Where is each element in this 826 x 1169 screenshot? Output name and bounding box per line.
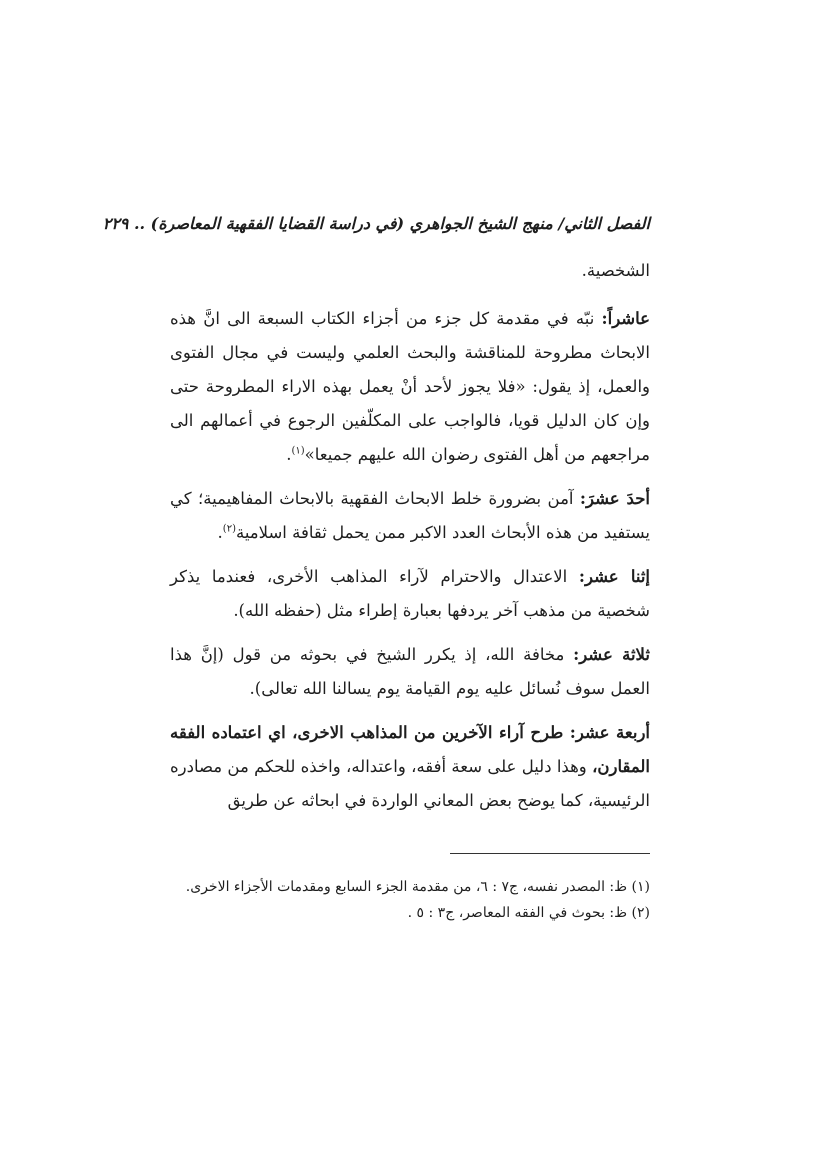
paragraph-lead: ثلاثة عشر: bbox=[573, 645, 650, 664]
footnote-marker[interactable]: (٢) bbox=[222, 523, 236, 535]
paragraph-eleventh bbox=[170, 482, 650, 550]
footnote-2: (٢) ظ: بحوث في الفقه المعاصر، ج٣ : ٥ . bbox=[407, 905, 650, 921]
footnote-1: (١) ظ: المصدر نفسه، ج٧ : ٦، من مقدمة الجزء السابع ومقدمات الأجزاء الاخرى. bbox=[185, 879, 650, 895]
paragraph-lead: أحدَ عشرَ: bbox=[579, 489, 650, 508]
paragraph-text: مخافة الله، إذ يكرر الشيخ في بحوثه من قول (إنَّ هذا العمل سوف نُسائل عليه يوم القيامة يوم يسالنا الله تعالى). bbox=[170, 645, 650, 698]
paragraph-lead: أربعة عشر: طرح آراء الآخرين من المذاهب الاخرى، اي اعتماده الفقه المقارن، bbox=[170, 723, 650, 776]
paragraph-fourteenth bbox=[170, 716, 650, 818]
footnotes bbox=[170, 874, 650, 926]
footnote-divider bbox=[450, 853, 650, 854]
paragraph-lead: إثنا عشر: bbox=[578, 567, 650, 586]
paragraph-continuation bbox=[170, 254, 650, 288]
main-text bbox=[170, 254, 650, 828]
paragraph-tail: . bbox=[286, 445, 292, 464]
paragraph-text: الاعتدال والاحترام لآراء المذاهب الأخرى، فعندما يذكر شخصية من مذهب آخر يردفها بعبارة إطراء مثل (حفظه الله). bbox=[170, 567, 650, 620]
paragraph-text: آمن بضرورة خلط الابحاث الفقهية بالابحاث المفاهيمية؛ كي يستفيد من هذه الأبحاث العدد الاكبر ممن يحمل ثقافة اسلامية bbox=[170, 489, 650, 542]
paragraph-tail: . bbox=[217, 523, 223, 542]
paragraph-text: نبّه في مقدمة كل جزء من أجزاء الكتاب السبعة الى انَّ هذه الابحاث مطروحة للمناقشة والبحث العلمي وليست في مجال الفتوى والعمل، إذ يقول: «فلا يجوز لأحد أنْ يعمل بهذه الاراء المطروحة حتى وإن كان الدليل قويا، فالواجب على المكلّفين الرجوع في أعمالهم الى مراجعهم من أهل الفتوى رضوان الله عليهم جميعا» bbox=[170, 309, 650, 464]
paragraph-lead: عاشراً: bbox=[601, 309, 650, 328]
paragraph-text: وهذا دليل على سعة أفقه، واعتداله، واخذه للحكم من مصادره الرئيسية، كما يوضح بعض المعاني الواردة في ابحاثه عن طريق bbox=[170, 757, 650, 810]
paragraph-thirteenth bbox=[170, 638, 650, 706]
paragraph-twelfth bbox=[170, 560, 650, 628]
paragraph-text: الشخصية. bbox=[581, 261, 650, 280]
footnote-marker[interactable]: (١) bbox=[291, 445, 305, 457]
paragraph-tenth bbox=[170, 302, 650, 472]
running-header: الفصل الثاني/ منهج الشيخ الجواهري (في دراسة القضايا الفقهية المعاصرة) .. ٢٢٩ bbox=[102, 214, 650, 233]
